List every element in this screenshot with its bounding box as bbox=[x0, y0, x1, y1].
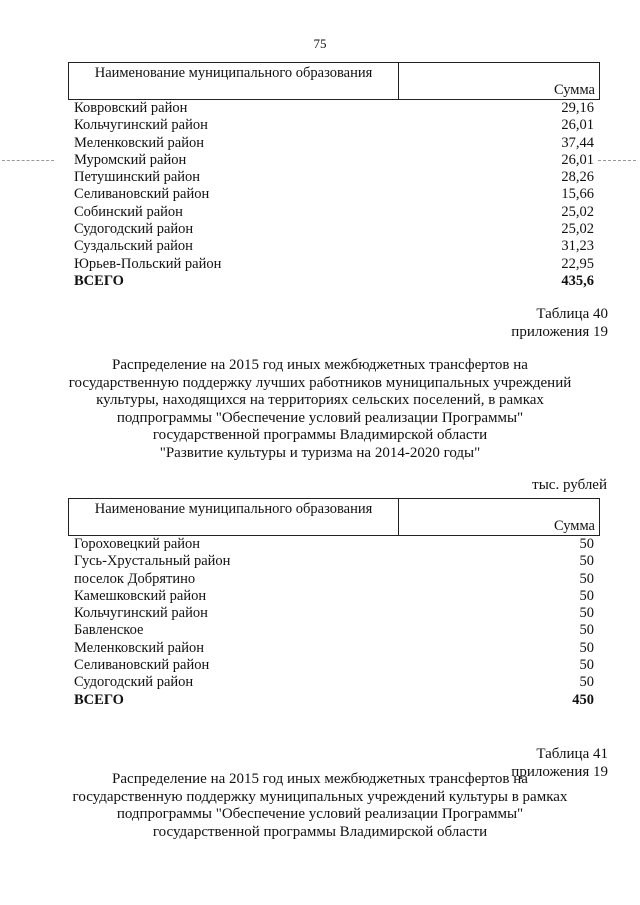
row-name: Меленковский район bbox=[74, 639, 204, 656]
row-name: Бавленское bbox=[74, 622, 144, 639]
row-value: 25,02 bbox=[561, 221, 594, 238]
row-name: Муромский район bbox=[74, 151, 187, 168]
table-row bbox=[68, 571, 600, 588]
total-row bbox=[68, 273, 600, 290]
table-caption-40 bbox=[511, 305, 608, 341]
row-value: 50 bbox=[579, 587, 594, 604]
table-row bbox=[68, 536, 600, 553]
row-value: 26,01 bbox=[561, 151, 594, 168]
table-row bbox=[68, 238, 600, 255]
total-label: ВСЕГО bbox=[74, 691, 124, 708]
heading-line: государственную поддержку лучших работников муниципальных учреждений bbox=[68, 374, 572, 391]
table-row bbox=[68, 204, 600, 221]
heading-line: культуры, находящихся на территориях сельских поселений, в рамках bbox=[96, 392, 544, 408]
table-2-header bbox=[68, 498, 600, 536]
table-row bbox=[68, 622, 600, 639]
table-row bbox=[68, 152, 600, 169]
row-name: Собинский район bbox=[74, 203, 183, 220]
row-name: Судогодский район bbox=[74, 221, 194, 238]
row-name: Гороховецкий район bbox=[74, 536, 201, 552]
row-name: Петушинский район bbox=[74, 169, 201, 186]
caption-appendix: приложения 19 bbox=[511, 764, 608, 780]
page-number: 75 bbox=[313, 36, 327, 51]
heading-line: подпрограммы "Обеспечение условий реализации Программы" bbox=[116, 409, 524, 426]
row-name: поселок Добрятино bbox=[74, 570, 196, 587]
row-value: 50 bbox=[579, 657, 594, 674]
units-label: тыс. рублей bbox=[532, 477, 607, 493]
row-name: Кольчугинский район bbox=[74, 117, 208, 134]
table-row bbox=[68, 588, 600, 605]
row-name: Суздальский район bbox=[74, 238, 193, 255]
heading-line: государственную поддержку муниципальных учреждений культуры в рамках bbox=[72, 788, 568, 805]
total-value: 450 bbox=[572, 691, 594, 708]
table-row bbox=[68, 169, 600, 186]
heading-line: Распределение на 2015 год иных межбюджетных трансфертов на bbox=[112, 357, 528, 373]
row-value: 50 bbox=[579, 674, 594, 691]
table-1-header bbox=[68, 62, 600, 100]
heading-line: Распределение на 2015 год иных межбюджетных трансфертов на bbox=[112, 771, 528, 787]
caption-table-number: Таблица 40 bbox=[536, 306, 608, 322]
row-value: 50 bbox=[579, 553, 594, 570]
table-row bbox=[68, 256, 600, 273]
row-value: 28,26 bbox=[561, 169, 594, 186]
table-1 bbox=[68, 62, 600, 290]
table-1-body bbox=[68, 100, 600, 290]
row-name: Кольчугинский район bbox=[74, 605, 208, 622]
row-name: Меленковский район bbox=[74, 134, 204, 151]
header-sum-text: Сумма bbox=[553, 518, 595, 534]
table-row bbox=[68, 117, 600, 134]
table-row bbox=[68, 100, 600, 117]
table-2-body bbox=[68, 536, 600, 709]
header-sum-cell bbox=[399, 63, 599, 99]
heading-line: подпрограммы "Обеспечение условий реализации Программы" bbox=[116, 806, 524, 822]
row-value: 25,02 bbox=[561, 203, 594, 220]
row-name: Гусь-Хрустальный район bbox=[74, 553, 231, 570]
table-row bbox=[68, 135, 600, 152]
header-name-cell bbox=[69, 63, 399, 99]
row-name: Селивановский район bbox=[74, 657, 210, 674]
row-name: Судогодский район bbox=[74, 674, 194, 691]
row-value: 50 bbox=[579, 570, 594, 587]
header-name-cell bbox=[69, 499, 399, 535]
table-2 bbox=[68, 498, 600, 709]
section-heading-1 bbox=[40, 357, 600, 462]
row-name: Селивановский район bbox=[74, 186, 210, 203]
total-label: ВСЕГО bbox=[74, 272, 124, 289]
section-heading-2 bbox=[40, 771, 600, 841]
row-value: 22,95 bbox=[561, 255, 594, 272]
row-name: Ковровский район bbox=[74, 100, 188, 116]
header-name-text: Наименование муниципального образования bbox=[94, 501, 373, 517]
row-name: Камешковский район bbox=[74, 587, 207, 604]
row-value: 29,16 bbox=[561, 100, 594, 116]
table-row bbox=[68, 186, 600, 203]
scan-artifact-right bbox=[598, 160, 636, 161]
heading-line: "Развитие культуры и туризма на 2014-2020 годы" bbox=[159, 444, 481, 461]
heading-line: государственной программы Владимирской области bbox=[152, 823, 488, 840]
header-sum-cell bbox=[399, 499, 599, 535]
header-sum-text: Сумма bbox=[553, 82, 595, 98]
row-value: 50 bbox=[579, 536, 594, 552]
scan-artifact-left bbox=[2, 160, 54, 161]
row-value: 50 bbox=[579, 639, 594, 656]
row-value: 31,23 bbox=[561, 238, 594, 255]
header-name-text: Наименование муниципального образования bbox=[94, 65, 373, 81]
row-value: 50 bbox=[579, 605, 594, 622]
row-value: 26,01 bbox=[561, 117, 594, 134]
total-row bbox=[68, 692, 600, 709]
table-row bbox=[68, 657, 600, 674]
total-value: 435,6 bbox=[561, 272, 594, 289]
row-value: 50 bbox=[579, 622, 594, 639]
heading-line: государственной программы Владимирской области bbox=[152, 427, 488, 443]
row-value: 37,44 bbox=[561, 134, 594, 151]
row-name: Юрьев-Польский район bbox=[74, 255, 222, 272]
table-row bbox=[68, 553, 600, 570]
row-value: 15,66 bbox=[561, 186, 594, 203]
caption-table-number: Таблица 41 bbox=[536, 746, 608, 762]
table-row bbox=[68, 640, 600, 657]
table-row bbox=[68, 674, 600, 691]
table-row bbox=[68, 221, 600, 238]
table-row bbox=[68, 605, 600, 622]
caption-appendix: приложения 19 bbox=[511, 324, 608, 340]
